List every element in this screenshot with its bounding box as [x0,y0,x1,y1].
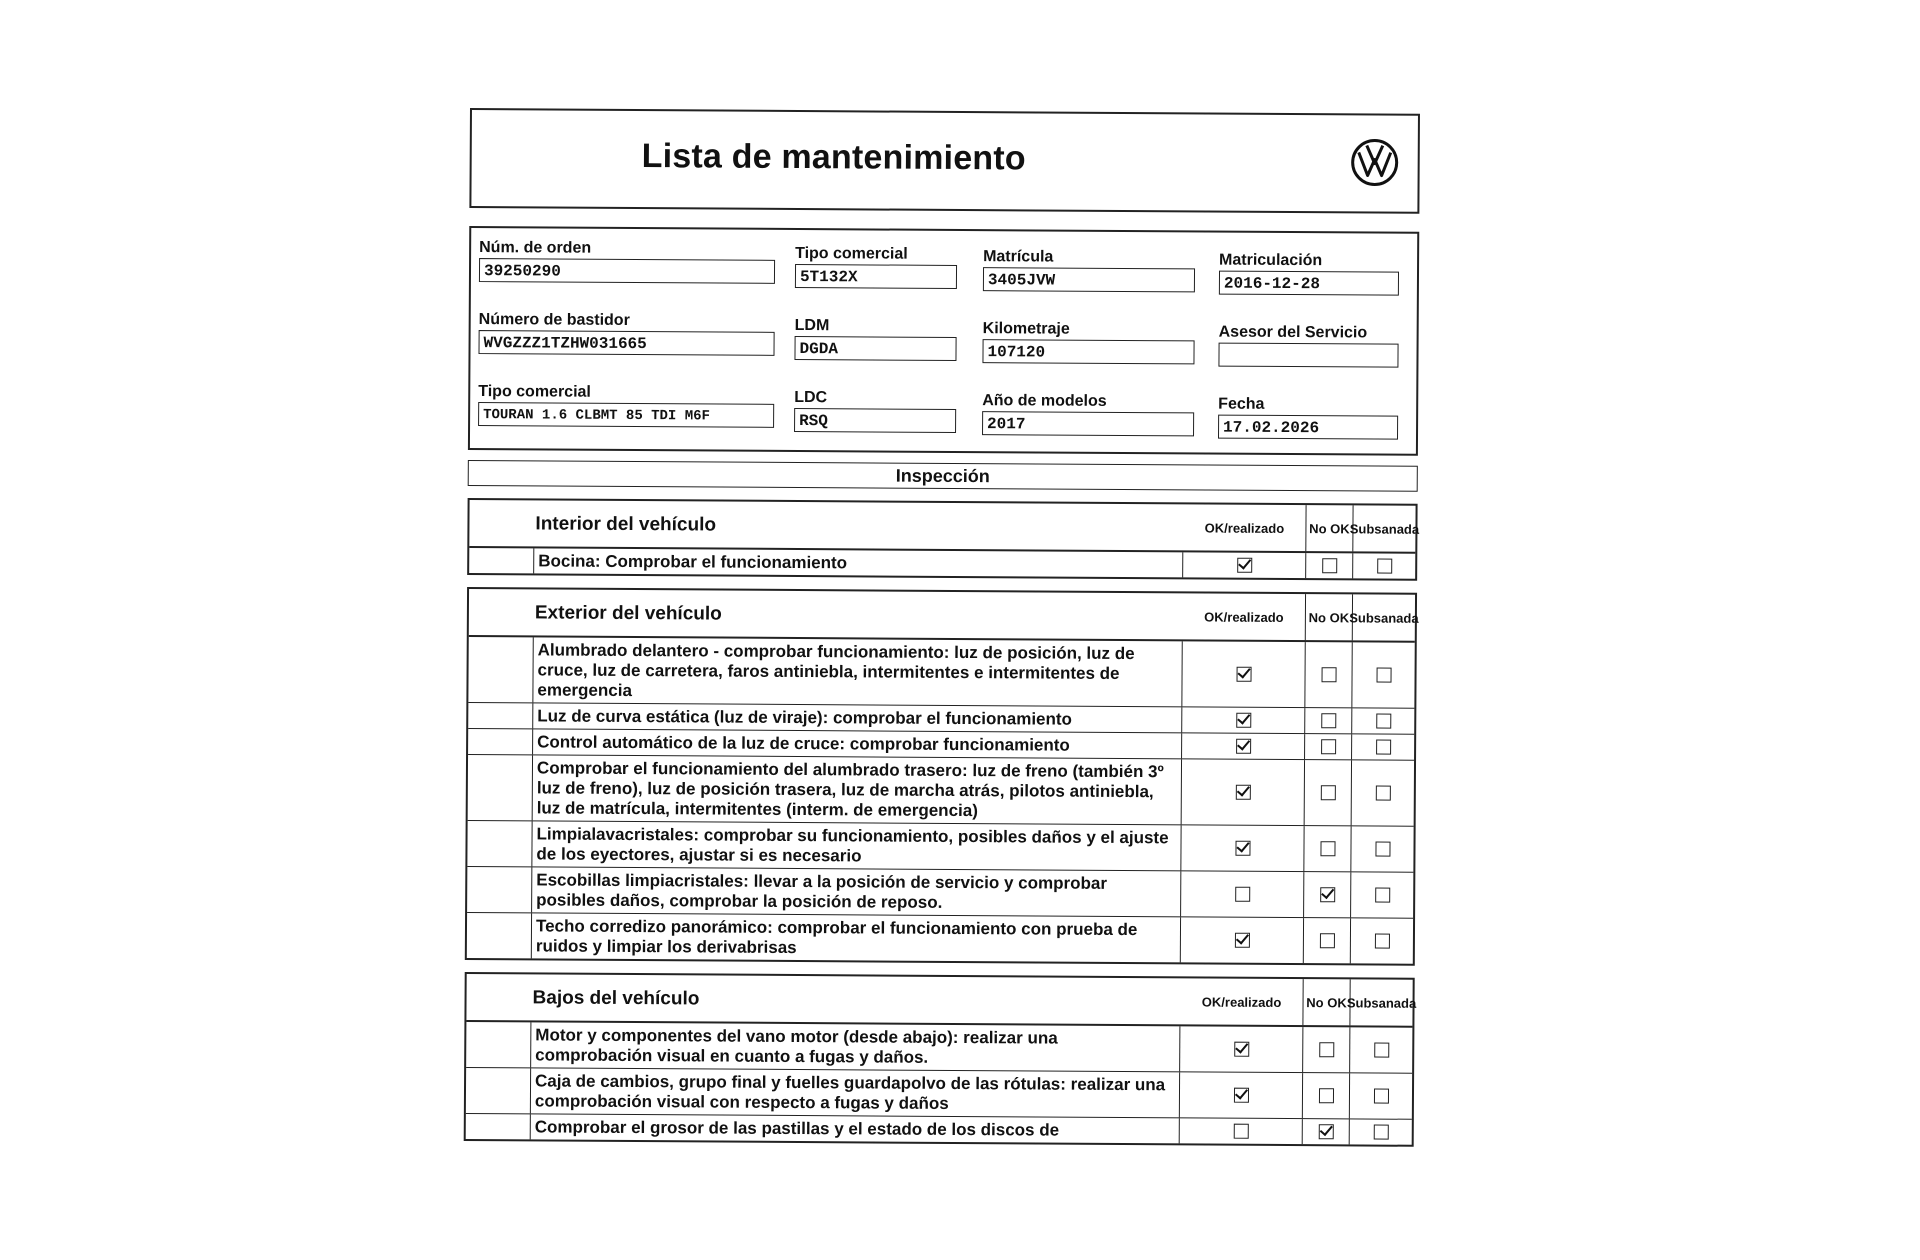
subsanada-cell [1350,826,1413,871]
asesor-value [1218,343,1398,368]
bastidor-value: WVGZZZ1TZHW031665 [478,330,774,356]
field-kilometraje: Kilometraje 107120 [982,319,1194,364]
header-spacer [469,500,535,546]
checklist-row [469,548,1415,579]
subsanada-checkbox[interactable] [1374,1043,1389,1058]
ok-checkbox[interactable] [1235,887,1250,902]
col-subsanada-header: Subsanada [1349,979,1412,1025]
ok-checkbox[interactable] [1233,1124,1248,1139]
ok-cell [1182,707,1304,733]
row-number-cell [466,1068,531,1113]
subsanada-cell [1349,1119,1412,1144]
no-ok-cell [1302,1119,1349,1144]
vehicle-info [468,226,1419,456]
row-number-cell [468,703,533,728]
col-subsanada-header: Subsanada [1352,594,1415,640]
section-title: Exterior del vehículo [534,602,722,625]
no-ok-checkbox[interactable] [1320,887,1335,902]
no-ok-cell [1304,642,1351,707]
subsanada-cell [1351,760,1414,825]
row-number-cell [467,867,532,912]
row-description: Escobillas limpiacristales: llevar a la posición de servicio y comprobar posibles daños, comprobar la posición de reposo. [532,867,1181,916]
subsanada-cell [1351,708,1414,733]
subsanada-checkbox[interactable] [1375,786,1390,801]
tipo-comercial-2-value: TOURAN 1.6 CLBMT 85 TDI M6F [478,402,774,428]
no-ok-cell [1303,872,1350,917]
no-ok-cell [1305,553,1352,578]
field-ldm: LDM DGDA [794,316,956,361]
row-description: Techo corredizo panorámico: comprobar el funcionamiento con prueba de ruidos y limpiar los derivabrisas [532,913,1181,962]
field-orden: Núm. de orden 39250290 [479,238,775,284]
no-ok-checkbox[interactable] [1322,558,1337,573]
no-ok-checkbox[interactable] [1321,739,1336,754]
no-ok-cell [1304,708,1351,733]
field-asesor: Asesor del Servicio [1218,323,1398,368]
row-number-cell [467,913,532,958]
row-number-cell [468,637,533,702]
kilometraje-value: 107120 [982,339,1194,364]
checklist-section [464,972,1415,1147]
subsanada-checkbox[interactable] [1376,668,1391,683]
row-number-cell [467,821,532,866]
no-ok-cell [1304,760,1351,825]
checklist-row [466,1114,1412,1145]
row-description: Caja de cambios, grupo final y fuelles guardapolvo de las rótulas: realizar una comprobación visual con respecto a fugas y daños [531,1068,1180,1117]
row-description: Limpialavacristales: comprobar su funcionamiento, posibles daños y el ajuste de los eyectores, ajustar si es necesario [532,821,1181,870]
header-spacer [469,589,535,635]
field-tipo-comercial-1: Tipo comercial 5T132X [795,244,957,289]
title-box [469,108,1420,214]
ok-checkbox[interactable] [1234,933,1249,948]
ok-cell [1180,1072,1302,1118]
col-no-ok-header: No OK [1305,594,1352,640]
row-number-cell [466,1114,531,1139]
subsanada-checkbox[interactable] [1376,714,1391,729]
subsanada-checkbox[interactable] [1373,1089,1388,1104]
subsanada-checkbox[interactable] [1377,559,1392,574]
ok-cell [1182,733,1304,759]
row-description: Comprobar el grosor de las pastillas y el estado de los discos de [531,1114,1180,1143]
ok-cell [1181,825,1303,871]
subsanada-cell [1351,734,1414,759]
fecha-value: 17.02.2026 [1218,415,1398,440]
section-header [469,589,1419,643]
ok-checkbox[interactable] [1233,1088,1248,1103]
field-fecha: Fecha 17.02.2026 [1218,395,1398,440]
ok-cell [1181,917,1303,963]
subsanada-cell [1349,1073,1412,1118]
checklist-sections [464,498,1418,1147]
section-title: Bajos del vehículo [532,987,700,1010]
vw-logo-icon [1350,137,1400,187]
subsanada-cell [1351,642,1414,707]
no-ok-cell [1302,1027,1349,1072]
row-number-cell [468,755,533,820]
col-subsanada-header: Subsanada [1352,505,1415,551]
page-title: Lista de mantenimiento [641,137,1026,178]
col-no-ok-header: No OK [1305,505,1352,551]
no-ok-cell [1303,918,1350,963]
ldm-value: DGDA [794,336,956,361]
checklist-row [467,867,1413,919]
row-description: Alumbrado delantero - comprobar funcionamiento: luz de posición, luz de cruce, luz de carretera, faros antiniebla, intermitentes e intermitentes de emergencia [533,637,1182,706]
row-number-cell [468,729,533,754]
checklist-row [468,637,1414,709]
orden-value: 39250290 [479,258,775,284]
col-ok-header: OK/realizado [1204,519,1285,536]
section-title: Interior del vehículo [535,513,717,536]
ok-checkbox[interactable] [1237,558,1252,573]
ok-checkbox[interactable] [1236,667,1251,682]
field-anio-modelos: Año de modelos 2017 [982,391,1194,436]
field-bastidor: Número de bastidor WVGZZZ1TZHW031665 [478,310,774,356]
row-description: Comprobar el funcionamiento del alumbrado trasero: luz de freno (también 3º luz de freno), luz de posición trasera, luz de marcha atrás, pilotos antiniebla, luz de matrícula, intermitentes (interm. de emergencia) [533,755,1182,824]
ldc-value: RSQ [794,408,956,433]
matricula-value: 3405JVW [983,267,1195,292]
no-ok-checkbox[interactable] [1321,667,1336,682]
no-ok-cell [1303,826,1350,871]
ok-checkbox[interactable] [1236,713,1251,728]
inspection-header: Inspección [468,460,1418,492]
ok-cell [1181,871,1303,917]
field-ldc: LDC RSQ [794,388,956,433]
ok-cell [1180,1026,1302,1072]
section-header [469,500,1420,554]
subsanada-cell [1352,553,1415,578]
subsanada-cell [1350,872,1413,917]
row-description: Motor y componentes del vano motor (desde abajo): realizar una comprobación visual en cuanto a fugas y daños. [531,1022,1180,1071]
no-ok-checkbox[interactable] [1319,933,1334,948]
maintenance-sheet [464,108,1420,1147]
subsanada-cell [1350,918,1413,963]
ok-checkbox[interactable] [1235,785,1250,800]
checklist-section [465,587,1417,966]
row-description: Luz de curva estática (luz de viraje): comprobar el funcionamiento [533,703,1182,732]
header-spacer [466,974,532,1020]
row-description: Control automático de la luz de cruce: comprobar funcionamiento [533,729,1182,758]
matriculacion-value: 2016-12-28 [1219,271,1399,296]
section-header [466,974,1417,1028]
no-ok-checkbox[interactable] [1318,1088,1333,1103]
ok-cell [1180,1118,1302,1144]
checklist-row [466,1068,1412,1120]
ok-cell [1182,641,1304,707]
row-description: Bocina: Comprobar el funcionamiento [534,548,1183,577]
ok-checkbox[interactable] [1234,1042,1249,1057]
checklist-row [468,755,1414,827]
col-ok-header: OK/realizado [1204,608,1284,625]
field-matricula: Matrícula 3405JVW [983,247,1195,292]
field-matriculacion: Matriculación 2016-12-28 [1219,251,1399,296]
col-no-ok-header: No OK [1302,979,1349,1025]
no-ok-checkbox[interactable] [1318,1124,1333,1139]
subsanada-checkbox[interactable] [1375,888,1390,903]
no-ok-cell [1302,1073,1349,1118]
subsanada-checkbox[interactable] [1374,934,1389,949]
checklist-row [466,1022,1412,1074]
row-number-cell [466,1022,531,1067]
ok-cell [1183,552,1305,578]
subsanada-cell [1349,1027,1412,1072]
no-ok-cell [1304,734,1351,759]
row-number-cell [469,548,534,573]
ok-checkbox[interactable] [1235,841,1250,856]
checklist-section [467,498,1420,581]
subsanada-checkbox[interactable] [1373,1125,1388,1140]
no-ok-checkbox[interactable] [1321,713,1336,728]
ok-checkbox[interactable] [1236,739,1251,754]
subsanada-checkbox[interactable] [1376,740,1391,755]
tipo-comercial-1-value: 5T132X [795,264,957,289]
field-tipo-comercial-2: Tipo comercial TOURAN 1.6 CLBMT 85 TDI M6F [478,382,774,428]
subsanada-checkbox[interactable] [1375,842,1390,857]
checklist-row [467,821,1413,873]
ok-cell [1182,759,1304,825]
no-ok-checkbox[interactable] [1320,785,1335,800]
checklist-row [467,913,1413,964]
anio-modelos-value: 2017 [982,411,1194,436]
no-ok-checkbox[interactable] [1319,1042,1334,1057]
no-ok-checkbox[interactable] [1320,841,1335,856]
col-ok-header: OK/realizado [1201,993,1282,1010]
